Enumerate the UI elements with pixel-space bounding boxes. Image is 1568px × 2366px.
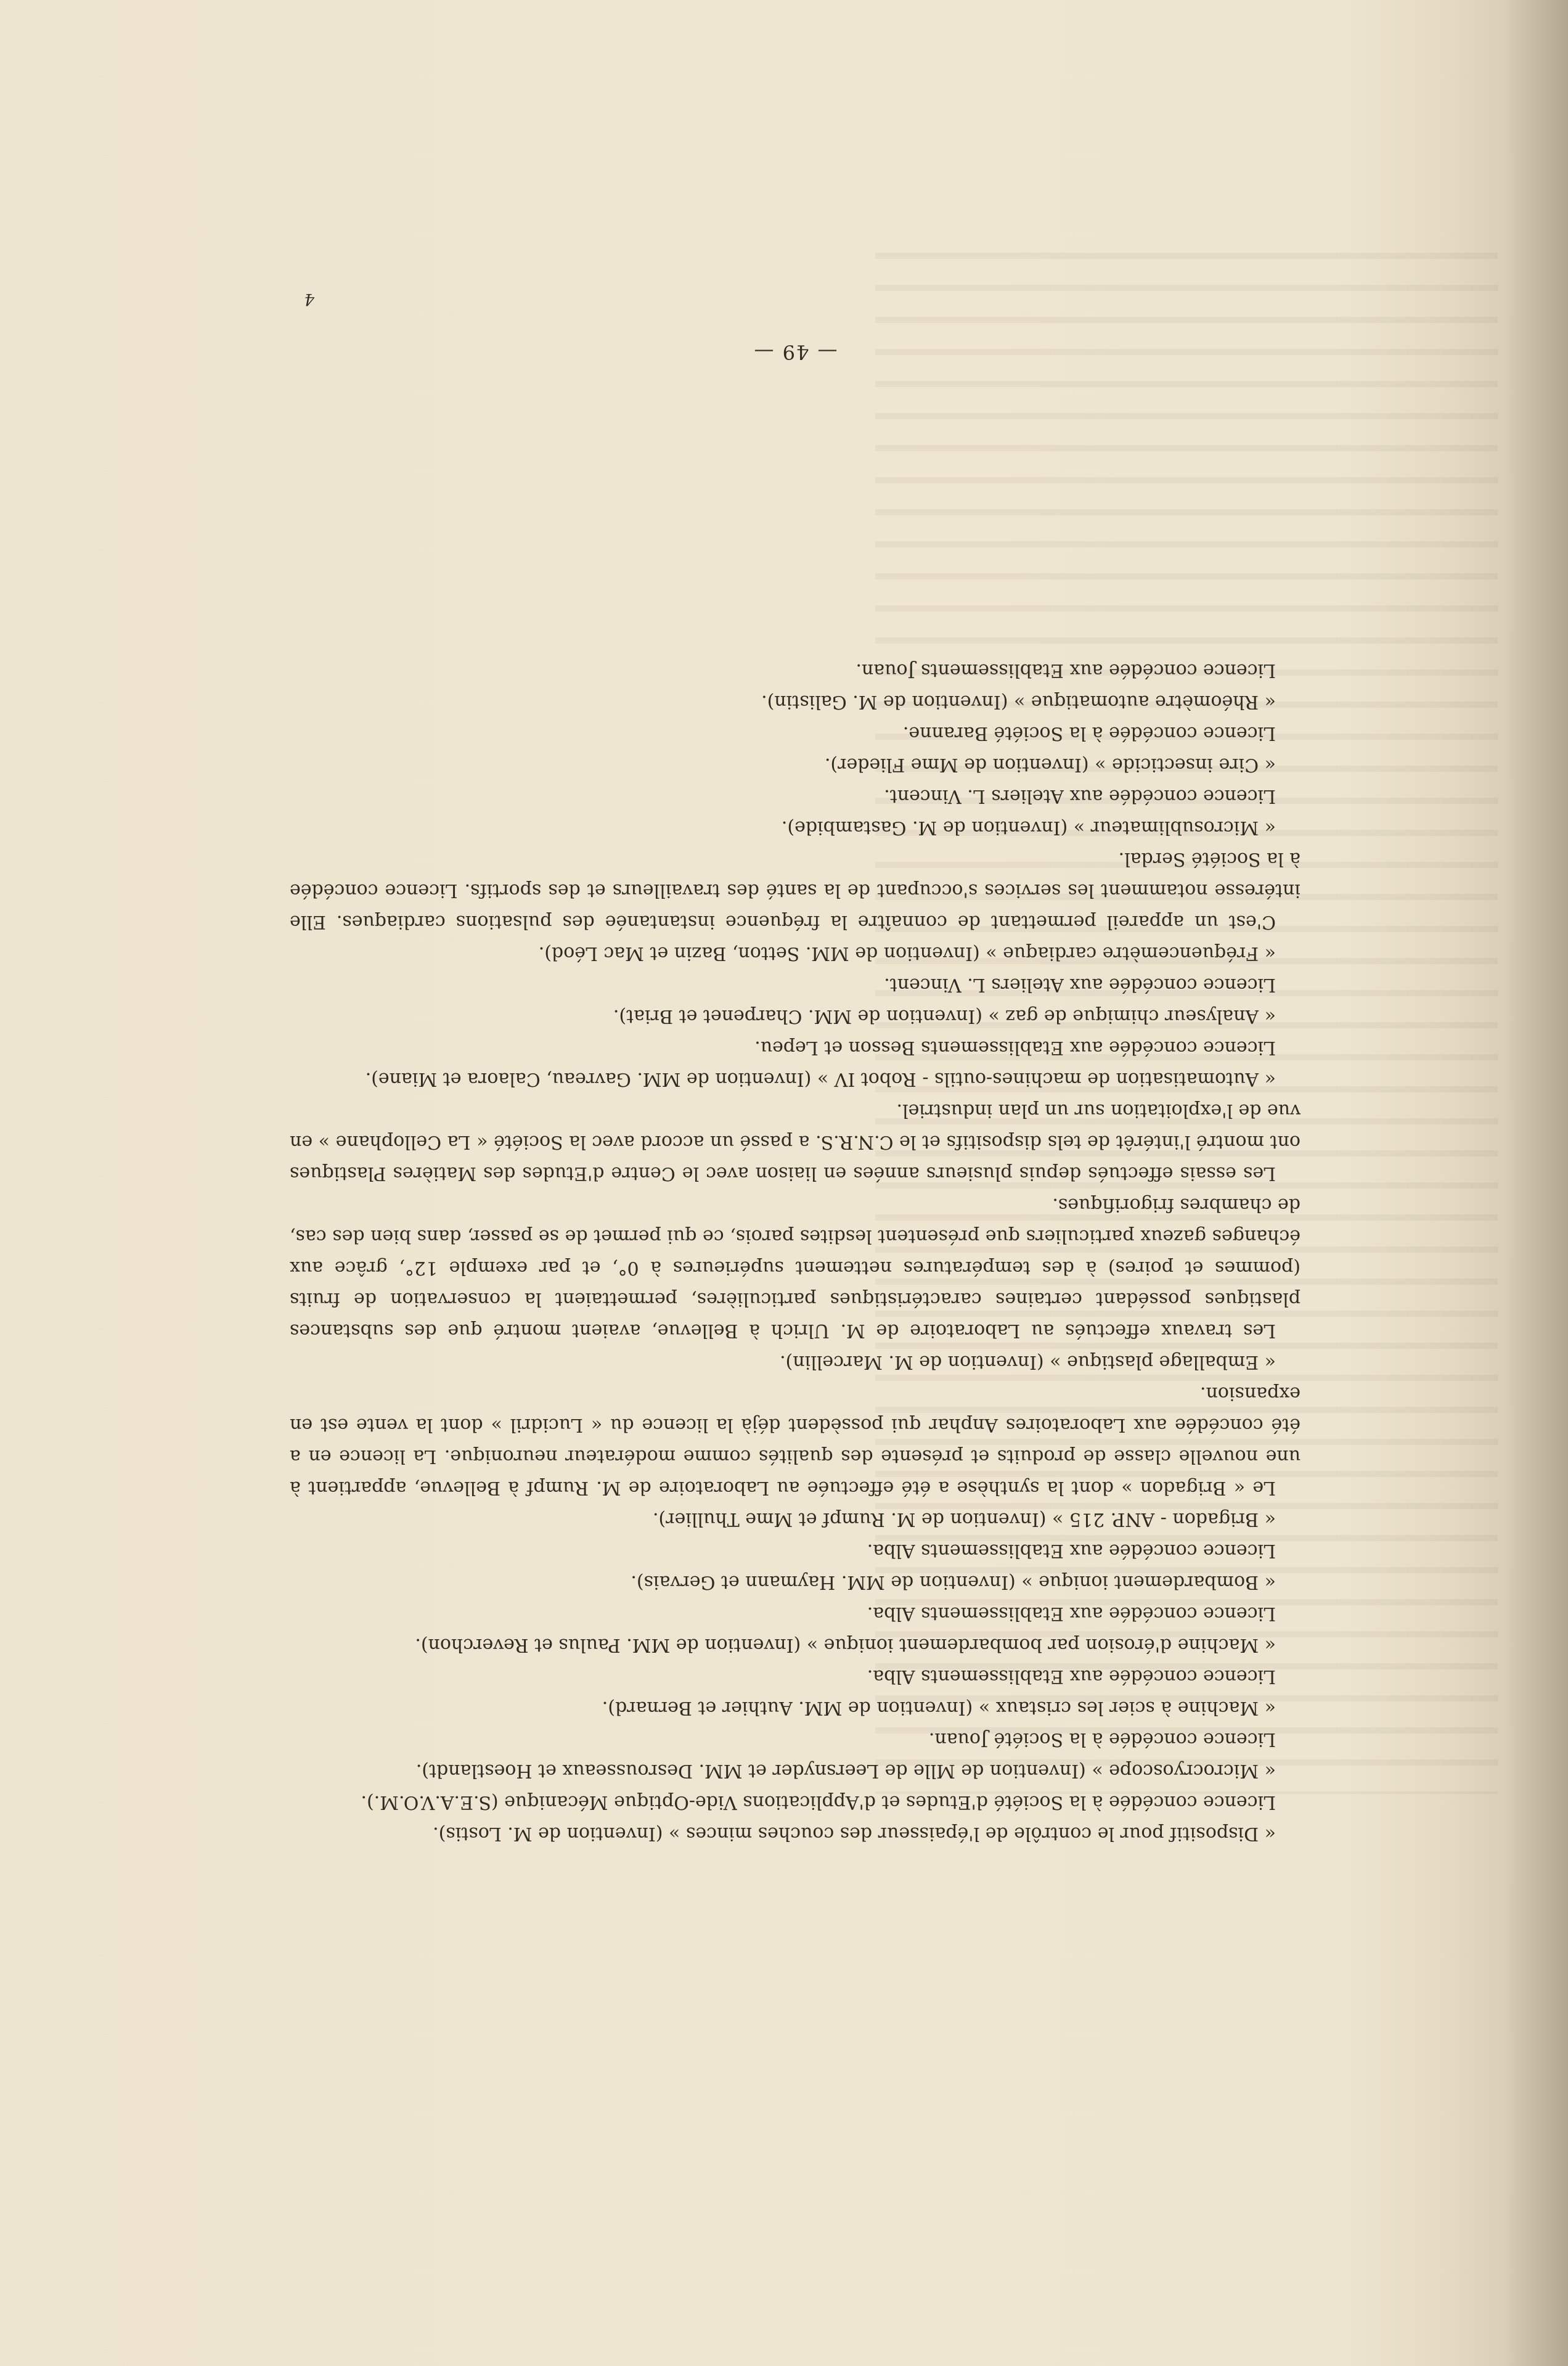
entry-licence: Licence concédée aux Etablissements Alba. [867,1666,1276,1687]
entry-licence: Licence concédée à la Société d'Etudes et d'Applications Vide-Optique Mécanique (S.E.A.V.O.M.). [361,1791,1276,1813]
entry [290,655,1301,718]
entry-title: « Emballage plastique » (Invention de M. Marcellin). [780,1351,1276,1373]
entry [290,780,1301,843]
entry [290,1661,1301,1724]
entry-licence: Licence concédée aux Etablissements Jouan. [855,660,1276,681]
entry-description: Le « Brigadon » dont la synthèse a été effectuée au Laboratoire de M. Rumpf à Bellevue, appartient à une nouvelle classe de produits et présente des qualités comme modérateur neuronique. La licence en a été concédée aux Laboratoires Anphar qui possèdent déjà la licence du « Lucidril » dont la vente est en expansion. [290,1383,1301,1499]
entry-title: « Dispositif pour le contrôle de l'épaisseur des couches minces » (Invention de M. Lostis). [433,1823,1276,1844]
entry-licence: Licence concédée aux Etablissements Alba. [867,1540,1276,1562]
entry [290,1787,1301,1849]
entry-title: « Machine d'érosion par bombardement ionique » (Invention de MM. Paulus et Reverchon). [415,1634,1276,1656]
entry-description: C'est un appareil permettant de connaître la fréquence instantanée des pulsations cardiaques. Elle intéresse notamment les services s'occupant de la santé des travailleurs et des sportifs. Licence concédée à la Société Serdal. [290,848,1301,933]
page-number: — 49 — [753,340,838,364]
entry [290,843,1301,969]
page-body [290,655,1301,1849]
page-gutter-shadow [1504,0,1568,2366]
entry-licence: Licence concédée aux Etablissements Alba. [867,1603,1276,1624]
entry [290,1535,1301,1598]
entry-title: « Microcryoscope » (Invention de Mlle de Leersnyder et MM. Desrousseaux et Hoestlandt). [415,1760,1276,1782]
entry [290,1724,1301,1787]
entry-title: « Microsublimateur » (Invention de M. Gastambide). [781,817,1276,838]
entry [290,1378,1301,1535]
entry [290,1095,1301,1378]
entry-description-continued: Les essais effectués depuis plusieurs années en liaison avec le Centre d'Etudes des Matières Plastiques ont montré l'intérêt de tels dispositifs et le C.N.R.S. a passé un accord avec la Société « La Cellophane » en vue de l'exploitation sur un plan industriel. [290,1100,1301,1184]
entry-title: « Fréquencemètre cardiaque » (Invention de MM. Setton, Bazin et Mac Léod). [538,943,1276,964]
entry-licence: Licence concédée aux Etablissements Besson et Lepeu. [754,1037,1276,1058]
entry-title: « Machine à scier les cristaux » (Invention de MM. Authier et Bernard). [602,1697,1276,1719]
entry-title: « Analyseur chimique de gaz » (Invention de MM. Charpenet et Briat). [613,1005,1276,1027]
entry-title: « Automatisation de machines-outils - Robot IV » (Invention de MM. Gavreau, Calaora et Miane). [365,1068,1276,1090]
marginal-mark: 4 [304,290,314,308]
entry-title: « Cire insecticide » (Invention de Mme Flieder). [824,754,1276,776]
printed-page [290,271,1301,1849]
entry [290,1598,1301,1661]
entry-licence: Licence concédée à la Société Baranne. [902,722,1276,744]
entry-licence: Licence concédée à la Société Jouan. [928,1729,1276,1750]
entry [290,718,1301,780]
entry-title: « Brigadon - ANP. 215 » (Invention de M. Rumpf et Mme Thullier). [652,1508,1276,1530]
entry-title: « Bombardement ionique » (Invention de MM. Haymann et Gervais). [631,1571,1276,1593]
entry-licence: Licence concédée aux Ateliers L. Vincent. [884,974,1276,996]
entry-title: « Rhéomètre automatique » (Invention de M. Galistin). [761,691,1276,713]
entry-licence: Licence concédée aux Ateliers L. Vincent. [884,785,1276,807]
entry [290,1032,1301,1095]
entry [290,969,1301,1032]
entry-description: Les travaux effectués au Laboratoire de M. Ulrich à Bellevue, avaient montré que des substances plastiques possédant certaines caractéristiques particulières, permettaient la conservation de fruits (pommes et poires) à des températures nettement supérieures à 0°, et par exemple 12°, grâce aux échanges gazeux particuliers que présentent lesdites parois, ce qui permet de se passer, dans bien des cas, de chambres frigorifiques. [290,1194,1301,1341]
